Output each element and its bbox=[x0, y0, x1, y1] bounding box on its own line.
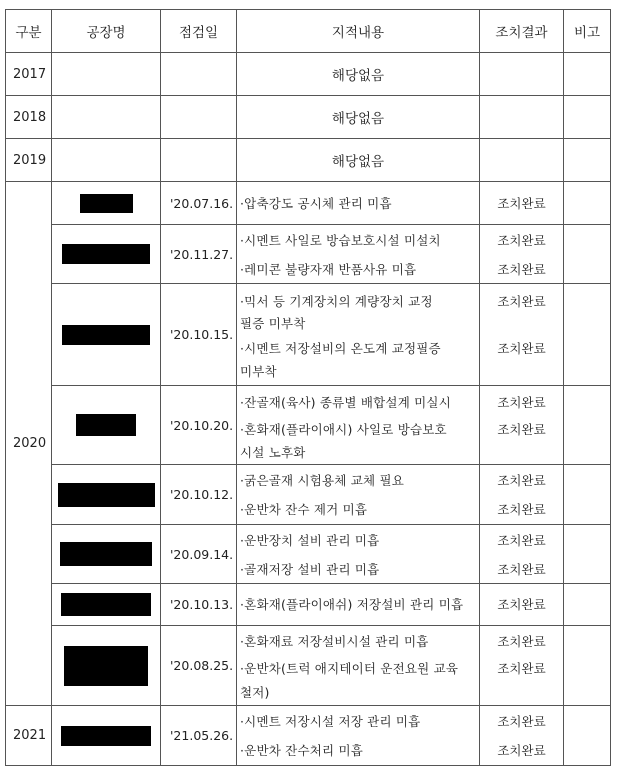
result-cell bbox=[480, 225, 564, 284]
table-row bbox=[6, 96, 611, 139]
inspection-date: '20.11.27. bbox=[161, 225, 237, 284]
remarks-cell bbox=[564, 584, 611, 626]
finding-item: ·믹서 등 기계장치의 계량장치 교정 bbox=[240, 293, 433, 309]
empty-cell bbox=[52, 139, 161, 182]
factory-name-redacted bbox=[52, 386, 161, 465]
action-result: 조치완료 bbox=[497, 293, 546, 309]
finding-item: ·골재저장 설비 관리 미흡 bbox=[240, 561, 380, 577]
result-cell bbox=[480, 626, 564, 706]
inspection-date: '20.10.15. bbox=[161, 284, 237, 386]
result-cell bbox=[480, 465, 564, 525]
action-result: 조치완료 bbox=[497, 597, 546, 612]
result-cell bbox=[480, 584, 564, 626]
result-cell bbox=[480, 706, 564, 766]
action-result: 조치완료 bbox=[497, 742, 546, 758]
header-date: 점검일 bbox=[161, 10, 237, 53]
empty-cell bbox=[480, 53, 564, 96]
findings-cell bbox=[237, 225, 480, 284]
finding-item: 철저) bbox=[240, 684, 270, 700]
no-findings: 해당없음 bbox=[237, 139, 480, 182]
table-row bbox=[6, 53, 611, 96]
empty-cell bbox=[564, 53, 611, 96]
action-result: 조치완료 bbox=[497, 501, 546, 517]
no-findings: 해당없음 bbox=[237, 53, 480, 96]
table-row bbox=[6, 182, 611, 225]
redaction-block bbox=[60, 542, 152, 566]
inspection-date: '21.05.26. bbox=[161, 706, 237, 766]
remarks-cell bbox=[564, 626, 611, 706]
header-findings: 지적내용 bbox=[237, 10, 480, 53]
finding-item: ·운반차 잔수처리 미흡 bbox=[240, 742, 363, 758]
factory-name-redacted bbox=[52, 706, 161, 766]
action-result: 조치완료 bbox=[497, 195, 546, 211]
redaction-block bbox=[80, 194, 133, 213]
action-result: 조치완료 bbox=[497, 661, 546, 676]
action-result: 조치완료 bbox=[497, 713, 546, 729]
table-row bbox=[6, 626, 611, 706]
remarks-cell bbox=[564, 284, 611, 386]
findings-cell bbox=[237, 706, 480, 766]
empty-cell bbox=[480, 96, 564, 139]
factory-name-redacted bbox=[52, 626, 161, 706]
table-row bbox=[6, 706, 611, 766]
table-row bbox=[6, 525, 611, 584]
finding-item: 시설 노후화 bbox=[240, 444, 306, 460]
findings-cell bbox=[237, 584, 480, 626]
findings-cell bbox=[237, 386, 480, 465]
action-result: 조치완료 bbox=[497, 634, 546, 649]
year-cell: 2018 bbox=[6, 96, 52, 139]
factory-name-redacted bbox=[52, 465, 161, 525]
header-factory: 공장명 bbox=[52, 10, 161, 53]
inspection-date: '20.10.20. bbox=[161, 386, 237, 465]
empty-cell bbox=[52, 53, 161, 96]
finding-item: ·굵은골재 시험용체 교체 필요 bbox=[240, 472, 404, 488]
remarks-cell bbox=[564, 182, 611, 225]
redaction-block bbox=[58, 483, 155, 507]
finding-item: ·시멘트 사일로 방습보호시설 미설치 bbox=[240, 232, 441, 248]
factory-name-redacted bbox=[52, 525, 161, 584]
inspection-date: '20.10.12. bbox=[161, 465, 237, 525]
table-row bbox=[6, 139, 611, 182]
empty-cell bbox=[564, 139, 611, 182]
finding-item: ·시멘트 저장설비의 온도계 교정필증 bbox=[240, 341, 441, 356]
table-row bbox=[6, 465, 611, 525]
remarks-cell bbox=[564, 465, 611, 525]
result-cell bbox=[480, 386, 564, 465]
table-row bbox=[6, 284, 611, 386]
redaction-block bbox=[61, 593, 151, 616]
redaction-block bbox=[62, 244, 150, 264]
action-result: 조치완료 bbox=[497, 532, 546, 548]
year-cell: 2017 bbox=[6, 53, 52, 96]
inspection-date: '20.09.14. bbox=[161, 525, 237, 584]
finding-item: ·혼화재(플라이애쉬) 저장설비 관리 미흡 bbox=[240, 597, 464, 612]
redaction-block bbox=[61, 726, 151, 746]
action-result: 조치완료 bbox=[497, 472, 546, 488]
findings-cell bbox=[237, 626, 480, 706]
finding-item: ·운반장치 설비 관리 미흡 bbox=[240, 532, 380, 548]
table-row bbox=[6, 225, 611, 284]
inspection-date: '20.10.13. bbox=[161, 584, 237, 626]
result-cell bbox=[480, 182, 564, 225]
remarks-cell bbox=[564, 225, 611, 284]
finding-item: ·운반차 잔수 제거 미흡 bbox=[240, 501, 368, 517]
remarks-cell bbox=[564, 386, 611, 465]
finding-item: ·시멘트 저장시설 저장 관리 미흡 bbox=[240, 713, 421, 729]
finding-item: ·혼화재(플라이애시) 사일로 방습보호 bbox=[240, 421, 447, 437]
findings-cell bbox=[237, 284, 480, 386]
no-findings: 해당없음 bbox=[237, 96, 480, 139]
remarks-cell bbox=[564, 525, 611, 584]
finding-item: ·레미콘 불량자재 반품사유 미흡 bbox=[240, 261, 417, 277]
findings-cell bbox=[237, 182, 480, 225]
inspection-date: '20.08.25. bbox=[161, 626, 237, 706]
finding-item: ·압축강도 공시체 관리 미흡 bbox=[240, 195, 392, 211]
header-row bbox=[6, 10, 611, 53]
table-row bbox=[6, 386, 611, 465]
factory-name-redacted bbox=[52, 182, 161, 225]
inspection-table bbox=[5, 9, 611, 766]
findings-cell bbox=[237, 525, 480, 584]
empty-cell bbox=[564, 96, 611, 139]
action-result: 조치완료 bbox=[497, 561, 546, 577]
action-result: 조치완료 bbox=[497, 421, 546, 437]
empty-cell bbox=[480, 139, 564, 182]
findings-cell bbox=[237, 465, 480, 525]
factory-name-redacted bbox=[52, 284, 161, 386]
year-cell: 2019 bbox=[6, 139, 52, 182]
finding-item: 필증 미부착 bbox=[240, 315, 306, 331]
empty-cell bbox=[161, 139, 237, 182]
finding-item: 미부착 bbox=[240, 363, 277, 379]
action-result: 조치완료 bbox=[497, 341, 546, 356]
factory-name-redacted bbox=[52, 584, 161, 626]
header-category: 구분 bbox=[6, 10, 52, 53]
header-action-result: 조치결과 bbox=[480, 10, 564, 53]
remarks-cell bbox=[564, 706, 611, 766]
finding-item: ·잔골재(육사) 종류별 배합설계 미실시 bbox=[240, 394, 451, 410]
redaction-block bbox=[76, 414, 136, 436]
year-cell: 2021 bbox=[6, 706, 52, 766]
action-result: 조치완료 bbox=[497, 394, 546, 410]
result-cell bbox=[480, 525, 564, 584]
inspection-date: '20.07.16. bbox=[161, 182, 237, 225]
empty-cell bbox=[161, 96, 237, 139]
action-result: 조치완료 bbox=[497, 232, 546, 248]
result-cell bbox=[480, 284, 564, 386]
factory-name-redacted bbox=[52, 225, 161, 284]
action-result: 조치완료 bbox=[497, 261, 546, 277]
empty-cell bbox=[161, 53, 237, 96]
finding-item: ·운반차(트럭 애지테이터 운전요원 교육 bbox=[240, 661, 459, 676]
table-row bbox=[6, 584, 611, 626]
header-remarks: 비고 bbox=[564, 10, 611, 53]
year-cell: 2020 bbox=[6, 182, 52, 706]
empty-cell bbox=[52, 96, 161, 139]
finding-item: ·혼화재료 저장설비시설 관리 미흡 bbox=[240, 634, 429, 649]
redaction-block bbox=[64, 646, 148, 686]
redaction-block bbox=[62, 325, 150, 345]
